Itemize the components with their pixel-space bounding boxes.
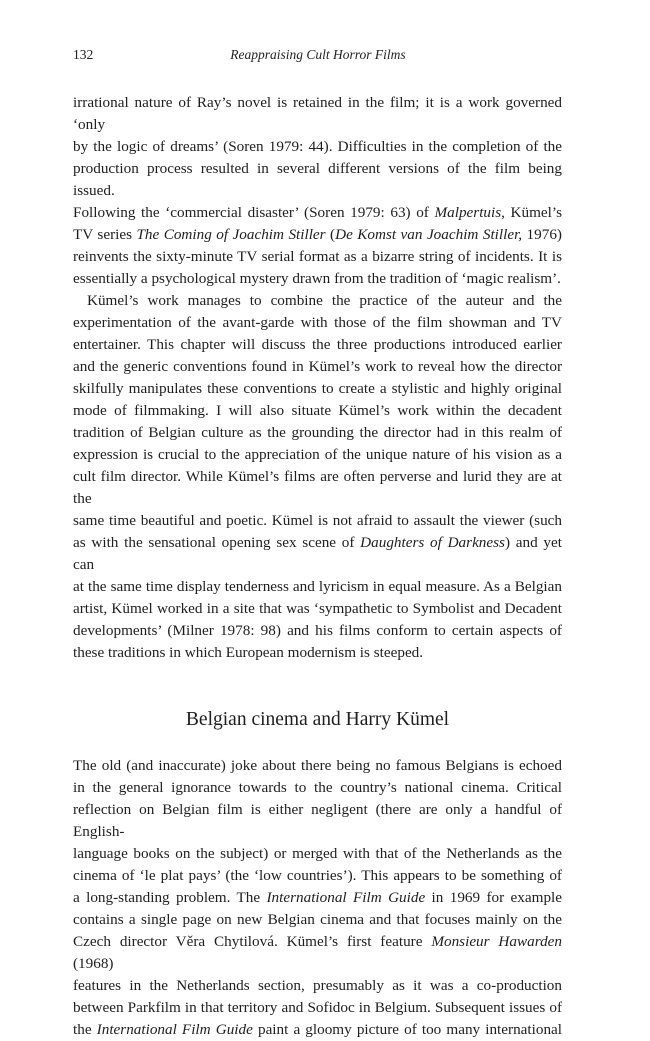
text-span: cult film director. While Kümel’s films are often perverse and lurid they are at the [73, 468, 562, 507]
text-span: language books on the subject) or merged with that of the Netherlands as the [73, 845, 562, 862]
text-span: in 1969 for example [425, 889, 563, 906]
italic-title: Monsieur Hawarden [431, 933, 562, 950]
text-line [73, 378, 562, 400]
text-line [73, 975, 562, 997]
text-line [73, 400, 562, 422]
body-text [73, 92, 562, 1041]
text-span: Following the ‘commercial disaster’ (Soren 1979: 63) of [73, 204, 435, 221]
text-line [73, 843, 562, 865]
text-span: reflection on Belgian film is either negligent (there are only a handful of English- [73, 801, 562, 840]
text-span: , Kümel’s [501, 204, 563, 221]
text-line [73, 334, 562, 356]
text-span: TV series [73, 226, 137, 243]
text-line [73, 246, 562, 268]
text-line [73, 865, 562, 887]
italic-title: International Film Guide [96, 1021, 253, 1038]
text-span: a long-standing problem. The [73, 889, 267, 906]
text-span: as with the sensational opening sex scene of [73, 534, 361, 551]
page-number: 132 [73, 47, 94, 62]
text-line [73, 202, 562, 224]
running-header [73, 47, 563, 67]
text-line [73, 290, 562, 312]
paragraph-3 [73, 755, 562, 1041]
text-span: at the same time display tenderness and lyricism in equal measure. As a Belgian [73, 578, 562, 595]
text-span: between Parkfilm in that territory and Sofidoc in Belgium. Subsequent issues of [73, 999, 562, 1016]
text-line [73, 598, 562, 620]
italic-title: The Coming of Joachim Stiller [136, 226, 326, 243]
text-line [73, 158, 562, 202]
text-span: in the general ignorance towards to the country’s national cinema. Critical [73, 779, 562, 796]
text-line [73, 755, 562, 777]
italic-title: De Komst van Joachim Stiller, [335, 226, 523, 243]
text-span: tradition of Belgian culture as the grounding the director had in this realm of [73, 424, 562, 441]
text-span: features in the Netherlands section, presumably as it was a co-production [73, 977, 562, 994]
text-line [73, 356, 562, 378]
text-span: expression is crucial to the appreciation of the unique nature of his vision as a [73, 446, 562, 463]
text-line [73, 312, 562, 334]
running-title: Reappraising Cult Horror Films [230, 47, 406, 62]
text-span: same time beautiful and poetic. Kümel is not afraid to assault the viewer (such [73, 512, 562, 529]
text-span: developments’ (Milner 1978: 98) and his films conform to certain aspects of [73, 622, 562, 639]
text-line [73, 92, 562, 136]
text-span: The old (and inaccurate) joke about there being no famous Belgians is echoed [73, 757, 562, 774]
text-line [73, 224, 562, 246]
text-line [73, 1019, 562, 1041]
text-span: 1976) [522, 226, 562, 243]
text-span: contains a single page on new Belgian cinema and that focuses mainly on the [73, 911, 562, 928]
text-span: (1968) [73, 955, 114, 972]
text-span: and the generic conventions found in Kümel’s work to reveal how the director [73, 358, 562, 375]
text-span: paint a gloomy picture of too many international [252, 1021, 562, 1038]
text-span: skilfully manipulates these conventions to create a stylistic and highly original [73, 380, 562, 397]
text-span: essentially a psychological mystery drawn from the tradition of ‘magic realism’. [73, 270, 561, 287]
text-line [73, 444, 562, 466]
text-span: the [73, 1021, 97, 1038]
italic-title: Malpertuis [434, 204, 502, 221]
text-line [73, 620, 562, 642]
text-span: Kümel’s work manages to combine the practice of the auteur and the [87, 292, 562, 309]
text-span: ( [325, 226, 336, 243]
text-line [73, 422, 562, 444]
text-line [73, 466, 562, 510]
text-line [73, 931, 562, 975]
text-line [73, 576, 562, 598]
text-span: by the logic of dreams’ (Soren 1979: 44). Difficulties in the completion of the [73, 138, 562, 155]
text-line [73, 510, 562, 532]
text-span: experimentation of the avant-garde with those of the film showman and TV [73, 314, 562, 331]
text-span: reinvents the sixty-minute TV serial format as a bizarre string of incidents. It is [73, 248, 562, 265]
text-span: these traditions in which European modernism is steeped. [73, 644, 424, 661]
text-line [73, 642, 562, 664]
text-span: Czech director Věra Chytilová. Kümel’s first feature [73, 933, 432, 950]
text-span: mode of filmmaking. I will also situate Kümel’s work within the decadent [73, 402, 562, 419]
text-span: entertainer. This chapter will discuss the three productions introduced earlier [73, 336, 562, 353]
text-line [73, 799, 562, 843]
text-line [73, 997, 562, 1019]
text-span: artist, Kümel worked in a site that was ‘sympathetic to Symbolist and Decadent [73, 600, 562, 617]
text-line [73, 268, 562, 290]
text-line [73, 777, 562, 799]
italic-title: International Film Guide [266, 889, 426, 906]
text-line [73, 909, 562, 931]
text-span: cinema of ‘le plat pays’ (the ‘low countries’). This appears to be something of [73, 867, 562, 884]
paragraph-2 [73, 290, 562, 664]
text-line [73, 532, 562, 576]
text-span: ) and yet can [73, 534, 562, 573]
text-span: production process resulted in several different versions of the film being issued. [73, 160, 562, 199]
text-line [73, 136, 562, 158]
section-heading: Belgian cinema and Harry Kümel [185, 709, 450, 730]
paragraph-1 [73, 92, 562, 290]
text-line [73, 887, 562, 909]
italic-title: Daughters of Darkness [360, 534, 505, 551]
text-span: irrational nature of Ray’s novel is retained in the film; it is a work governed ‘only [73, 94, 562, 133]
